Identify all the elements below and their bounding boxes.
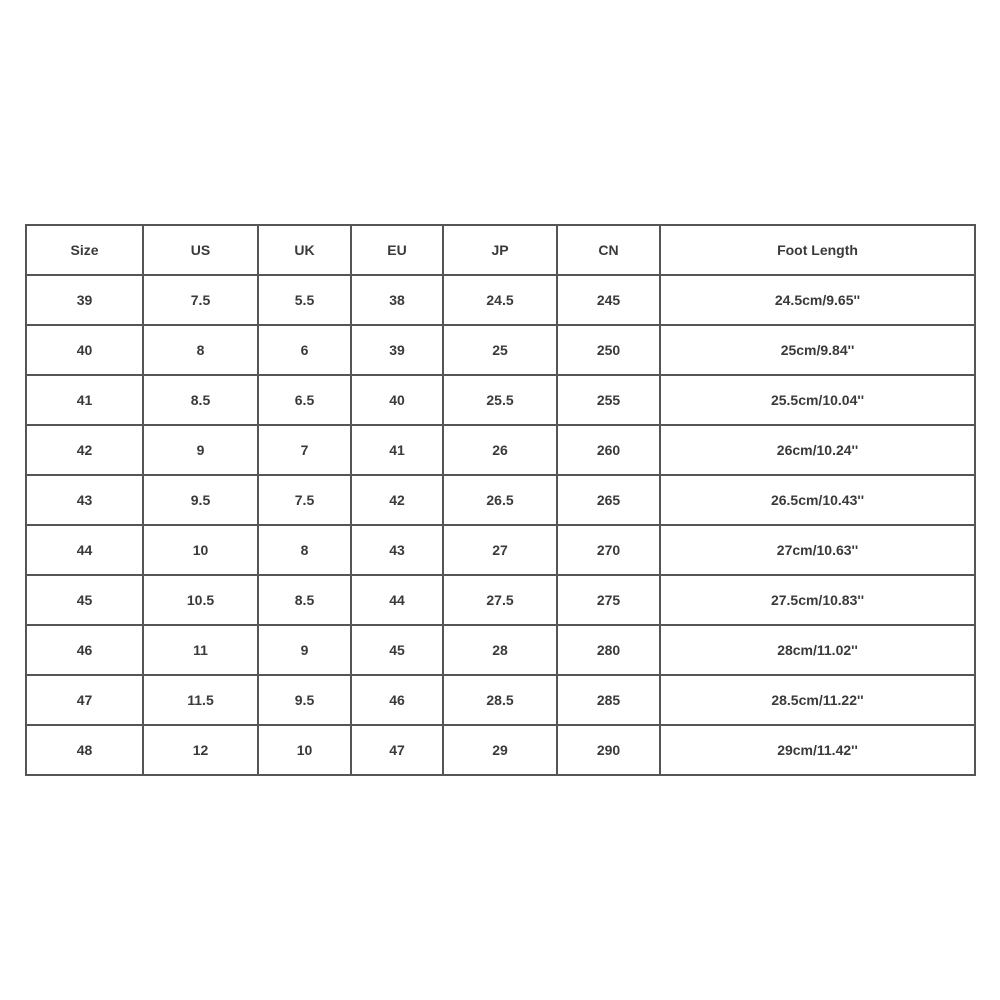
cell-foot-length: 28.5cm/11.22'' (660, 675, 975, 725)
cell-uk: 7 (258, 425, 351, 475)
cell-foot-length: 25.5cm/10.04'' (660, 375, 975, 425)
cell-uk: 8.5 (258, 575, 351, 625)
cell-size: 47 (26, 675, 143, 725)
cell-eu: 42 (351, 475, 443, 525)
cell-jp: 27 (443, 525, 557, 575)
cell-uk: 6 (258, 325, 351, 375)
cell-eu: 46 (351, 675, 443, 725)
cell-size: 40 (26, 325, 143, 375)
header-eu: EU (351, 225, 443, 275)
cell-eu: 39 (351, 325, 443, 375)
cell-us: 8 (143, 325, 258, 375)
cell-us: 11 (143, 625, 258, 675)
size-chart-table (25, 224, 976, 776)
cell-eu: 38 (351, 275, 443, 325)
header-us: US (143, 225, 258, 275)
header-row (26, 225, 975, 275)
cell-foot-length: 25cm/9.84'' (660, 325, 975, 375)
cell-cn: 265 (557, 475, 660, 525)
cell-eu: 43 (351, 525, 443, 575)
cell-jp: 29 (443, 725, 557, 775)
cell-foot-length: 24.5cm/9.65'' (660, 275, 975, 325)
table-row (26, 625, 975, 675)
cell-jp: 25.5 (443, 375, 557, 425)
cell-us: 10 (143, 525, 258, 575)
cell-us: 7.5 (143, 275, 258, 325)
cell-eu: 44 (351, 575, 443, 625)
table-row (26, 375, 975, 425)
cell-size: 44 (26, 525, 143, 575)
cell-us: 10.5 (143, 575, 258, 625)
cell-eu: 45 (351, 625, 443, 675)
table-row (26, 275, 975, 325)
cell-foot-length: 27.5cm/10.83'' (660, 575, 975, 625)
cell-eu: 40 (351, 375, 443, 425)
cell-jp: 27.5 (443, 575, 557, 625)
header-uk: UK (258, 225, 351, 275)
cell-foot-length: 26.5cm/10.43'' (660, 475, 975, 525)
header-foot-length: Foot Length (660, 225, 975, 275)
cell-jp: 25 (443, 325, 557, 375)
cell-size: 45 (26, 575, 143, 625)
cell-size: 39 (26, 275, 143, 325)
cell-cn: 255 (557, 375, 660, 425)
table-row (26, 475, 975, 525)
cell-uk: 9.5 (258, 675, 351, 725)
cell-size: 42 (26, 425, 143, 475)
table-row (26, 675, 975, 725)
cell-cn: 290 (557, 725, 660, 775)
cell-size: 43 (26, 475, 143, 525)
table-row (26, 725, 975, 775)
table-row (26, 325, 975, 375)
cell-eu: 41 (351, 425, 443, 475)
cell-size: 48 (26, 725, 143, 775)
header-jp: JP (443, 225, 557, 275)
cell-uk: 5.5 (258, 275, 351, 325)
cell-jp: 24.5 (443, 275, 557, 325)
cell-size: 46 (26, 625, 143, 675)
cell-cn: 260 (557, 425, 660, 475)
cell-us: 9.5 (143, 475, 258, 525)
cell-cn: 270 (557, 525, 660, 575)
cell-us: 12 (143, 725, 258, 775)
table-row (26, 425, 975, 475)
cell-cn: 285 (557, 675, 660, 725)
cell-eu: 47 (351, 725, 443, 775)
cell-uk: 9 (258, 625, 351, 675)
cell-foot-length: 28cm/11.02'' (660, 625, 975, 675)
cell-us: 9 (143, 425, 258, 475)
header-size: Size (26, 225, 143, 275)
cell-jp: 28 (443, 625, 557, 675)
cell-cn: 280 (557, 625, 660, 675)
cell-cn: 250 (557, 325, 660, 375)
cell-us: 11.5 (143, 675, 258, 725)
cell-foot-length: 26cm/10.24'' (660, 425, 975, 475)
cell-foot-length: 27cm/10.63'' (660, 525, 975, 575)
cell-jp: 26.5 (443, 475, 557, 525)
cell-uk: 10 (258, 725, 351, 775)
cell-size: 41 (26, 375, 143, 425)
cell-uk: 7.5 (258, 475, 351, 525)
table-row (26, 525, 975, 575)
cell-jp: 26 (443, 425, 557, 475)
header-cn: CN (557, 225, 660, 275)
cell-us: 8.5 (143, 375, 258, 425)
table-row (26, 575, 975, 625)
cell-cn: 245 (557, 275, 660, 325)
cell-jp: 28.5 (443, 675, 557, 725)
cell-uk: 8 (258, 525, 351, 575)
cell-cn: 275 (557, 575, 660, 625)
cell-foot-length: 29cm/11.42'' (660, 725, 975, 775)
cell-uk: 6.5 (258, 375, 351, 425)
